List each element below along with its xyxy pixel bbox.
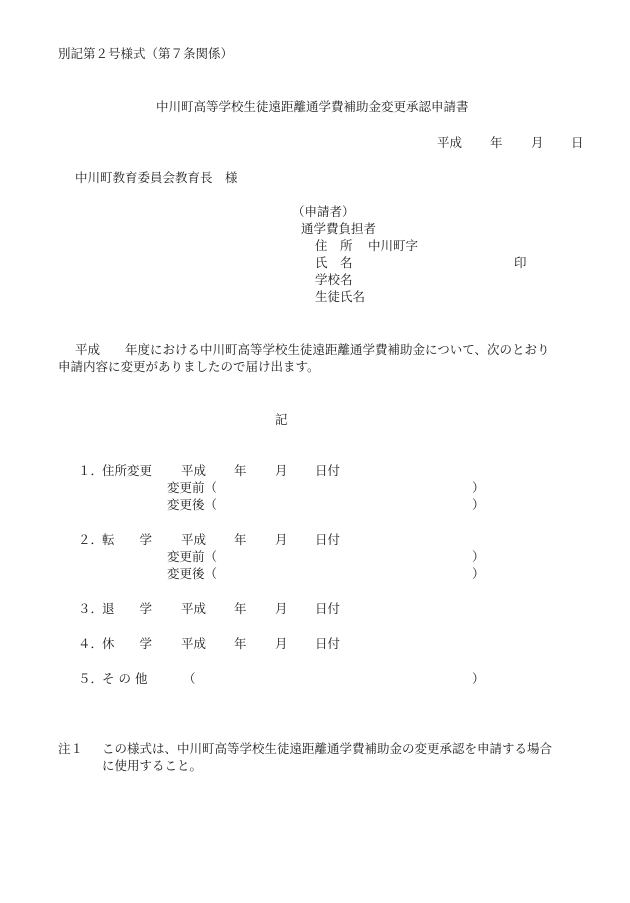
note-line-1: この様式は、中川町高等学校生徒遠距離通学費補助金の変更承認を申請する場合 bbox=[102, 741, 553, 756]
item-year-unit: 年 bbox=[234, 532, 247, 547]
item-after-close: ） bbox=[472, 566, 485, 581]
item-day-unit: 日付 bbox=[315, 636, 341, 651]
name-label: 氏 名 bbox=[315, 255, 353, 270]
item-label: 転 学 bbox=[102, 532, 153, 547]
address-value: 中川町字 bbox=[368, 238, 419, 253]
item-day-unit: 日付 bbox=[315, 463, 341, 478]
date-era: 平成 bbox=[437, 135, 463, 150]
date-year-unit: 年 bbox=[490, 135, 503, 150]
item-day-unit: 日付 bbox=[315, 532, 341, 547]
item-label: 住所変更 bbox=[102, 463, 153, 478]
item-number: ５． bbox=[78, 671, 104, 686]
item-label: そ の 他 bbox=[102, 671, 148, 686]
note-label: 注１ bbox=[58, 741, 84, 756]
item-before-label: 変更前（ bbox=[167, 480, 218, 495]
student-label: 生徒氏名 bbox=[315, 289, 366, 304]
school-label: 学校名 bbox=[315, 272, 353, 287]
item-year-unit: 年 bbox=[234, 463, 247, 478]
applicant-heading: （申請者） bbox=[292, 204, 355, 219]
form-label: 別記第２号様式（第７条関係） bbox=[58, 46, 234, 61]
item-label: 退 学 bbox=[102, 601, 153, 616]
address-label: 住 所 bbox=[315, 238, 353, 253]
date-day-unit: 日 bbox=[571, 135, 584, 150]
document-title: 中川町高等学校生徒遠距離通学費補助金変更承認申請書 bbox=[156, 99, 469, 114]
item-number: ２． bbox=[78, 532, 104, 547]
item-after-close: ） bbox=[472, 497, 485, 512]
item-after-label: 変更後（ bbox=[167, 566, 218, 581]
item-month-unit: 月 bbox=[275, 601, 288, 616]
item-before-close: ） bbox=[472, 480, 485, 495]
item-year-unit: 年 bbox=[234, 601, 247, 616]
body-line-2: 申請内容に変更がありましたので届け出ます。 bbox=[58, 359, 320, 374]
item-era: 平成 bbox=[181, 463, 207, 478]
item-after-label: 変更後（ bbox=[167, 497, 218, 512]
addressee: 中川町教育委員会教育長 様 bbox=[75, 170, 238, 185]
item-month-unit: 月 bbox=[275, 463, 288, 478]
item-era: 平成 bbox=[181, 636, 207, 651]
seal-mark: 印 bbox=[514, 255, 527, 270]
applicant-role: 通学費負担者 bbox=[301, 221, 377, 236]
item-open-paren: （ bbox=[183, 671, 196, 686]
date-month-unit: 月 bbox=[531, 135, 544, 150]
item-era: 平成 bbox=[181, 532, 207, 547]
item-label: 休 学 bbox=[102, 636, 153, 651]
item-month-unit: 月 bbox=[275, 636, 288, 651]
item-number: １． bbox=[78, 463, 104, 478]
item-number: ４． bbox=[78, 636, 104, 651]
item-before-label: 変更前（ bbox=[167, 549, 218, 564]
note-line-2: に使用すること。 bbox=[102, 758, 203, 773]
ki-heading: 記 bbox=[275, 412, 288, 427]
item-month-unit: 月 bbox=[275, 532, 288, 547]
item-era: 平成 bbox=[181, 601, 207, 616]
item-before-close: ） bbox=[472, 549, 485, 564]
item-year-unit: 年 bbox=[234, 636, 247, 651]
item-day-unit: 日付 bbox=[315, 601, 341, 616]
item-number: ３． bbox=[78, 601, 104, 616]
body-line-1: 平成 年度における中川町高等学校生徒遠距離通学費補助金について、次のとおり bbox=[75, 342, 550, 357]
item-close-paren: ） bbox=[472, 671, 485, 686]
